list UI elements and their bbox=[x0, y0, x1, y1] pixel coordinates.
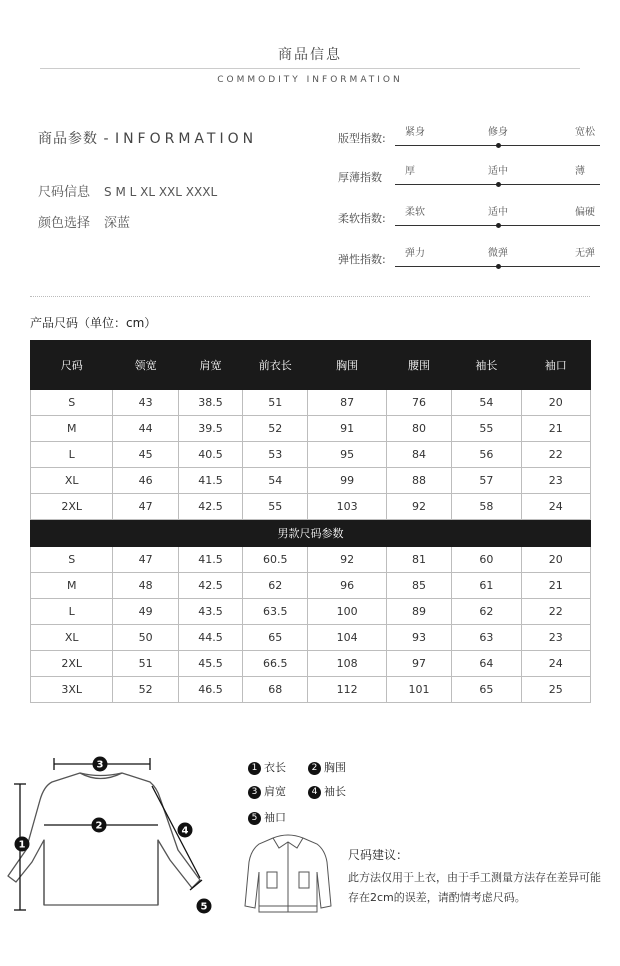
table-row bbox=[31, 547, 591, 573]
legend-number: 1 bbox=[248, 762, 261, 775]
size-info-label: 尺码信息 bbox=[38, 185, 91, 200]
table-cell: 56 bbox=[452, 442, 521, 468]
index-label: 厚薄指数 bbox=[338, 171, 382, 184]
table-cell: 41.5 bbox=[178, 468, 242, 494]
index-option: 修身 bbox=[488, 127, 508, 138]
index-label: 版型指数: bbox=[338, 132, 386, 145]
table-cell: 54 bbox=[243, 468, 308, 494]
table-cell: M bbox=[31, 573, 113, 599]
size-table-title: 产品尺码（单位：cm） bbox=[30, 316, 157, 330]
table-cell: 61 bbox=[452, 573, 521, 599]
diagram-marker-number: 2 bbox=[95, 820, 103, 832]
index-option: 宽松 bbox=[575, 127, 595, 138]
table-cell: L bbox=[31, 599, 113, 625]
table-cell: 65 bbox=[452, 677, 521, 703]
table-cell: 40.5 bbox=[178, 442, 242, 468]
index-label: 柔软指数: bbox=[338, 212, 386, 225]
table-header-cell: 领宽 bbox=[113, 341, 178, 390]
table-cell: 96 bbox=[308, 573, 386, 599]
size-info-value: S M L XL XXL XXXL bbox=[104, 185, 218, 199]
table-cell: M bbox=[31, 416, 113, 442]
table-cell: 64 bbox=[452, 651, 521, 677]
table-cell: 108 bbox=[308, 651, 386, 677]
size-advice-title: 尺码建议： bbox=[348, 848, 409, 862]
table-cell: 52 bbox=[113, 677, 178, 703]
table-row bbox=[31, 573, 591, 599]
legend-number: 3 bbox=[248, 786, 261, 799]
table-row bbox=[31, 625, 591, 651]
table-cell: 52 bbox=[243, 416, 308, 442]
table-row bbox=[31, 599, 591, 625]
info-heading bbox=[38, 128, 257, 148]
diagram-marker bbox=[15, 837, 30, 852]
table-cell: 60 bbox=[452, 547, 521, 573]
table-cell: 44 bbox=[113, 416, 178, 442]
diagram-marker-number: 3 bbox=[96, 759, 104, 771]
table-cell: 3XL bbox=[31, 677, 113, 703]
legend-item bbox=[248, 809, 286, 825]
index-option: 薄 bbox=[575, 166, 585, 177]
table-row bbox=[31, 651, 591, 677]
header-divider bbox=[40, 68, 580, 69]
info-heading-en: INFORMATION bbox=[114, 131, 258, 147]
table-cell: 99 bbox=[308, 468, 386, 494]
index-option: 偏硬 bbox=[575, 207, 595, 218]
table-cell: 21 bbox=[521, 573, 590, 599]
table-header-cell: 袖长 bbox=[452, 341, 521, 390]
table-row bbox=[31, 442, 591, 468]
index-option: 微弹 bbox=[488, 248, 508, 259]
table-cell: L bbox=[31, 442, 113, 468]
table-cell: 20 bbox=[521, 390, 590, 416]
index-option: 适中 bbox=[488, 207, 508, 218]
diagram-marker bbox=[93, 757, 108, 772]
table-cell: 42.5 bbox=[178, 573, 242, 599]
table-cell: 47 bbox=[113, 494, 178, 520]
table-cell: 103 bbox=[308, 494, 386, 520]
table-cell: 63.5 bbox=[243, 599, 308, 625]
index-option: 弹力 bbox=[405, 248, 425, 259]
index-marker bbox=[496, 264, 501, 269]
legend-text: 肩宽 bbox=[264, 785, 286, 798]
table-cell: S bbox=[31, 390, 113, 416]
diagram-marker bbox=[92, 818, 107, 833]
page-title: 商品信息 bbox=[278, 47, 342, 63]
table-cell: 97 bbox=[386, 651, 451, 677]
jacket-sketch bbox=[243, 832, 333, 914]
table-cell: 62 bbox=[243, 573, 308, 599]
table-cell: 38.5 bbox=[178, 390, 242, 416]
table-header-cell: 尺码 bbox=[31, 341, 113, 390]
table-row bbox=[31, 390, 591, 416]
table-cell: 46.5 bbox=[178, 677, 242, 703]
table-cell: 68 bbox=[243, 677, 308, 703]
table-cell: 43.5 bbox=[178, 599, 242, 625]
table-cell: 42.5 bbox=[178, 494, 242, 520]
table-cell: 25 bbox=[521, 677, 590, 703]
table-cell: 66.5 bbox=[243, 651, 308, 677]
table-cell: XL bbox=[31, 468, 113, 494]
table-cell: 93 bbox=[386, 625, 451, 651]
table-cell: 84 bbox=[386, 442, 451, 468]
index-option: 柔软 bbox=[405, 207, 425, 218]
table-header-cell: 腰围 bbox=[386, 341, 451, 390]
index-marker bbox=[496, 182, 501, 187]
table-cell: 76 bbox=[386, 390, 451, 416]
table-cell: 91 bbox=[308, 416, 386, 442]
index-option: 适中 bbox=[488, 166, 508, 177]
table-cell: 47 bbox=[113, 547, 178, 573]
table-cell: 43 bbox=[113, 390, 178, 416]
info-heading-cn: 商品参数 - bbox=[38, 131, 115, 147]
diagram-marker-number: 4 bbox=[181, 825, 189, 837]
table-cell: 57 bbox=[452, 468, 521, 494]
table-cell: 54 bbox=[452, 390, 521, 416]
diagram-marker bbox=[197, 899, 212, 914]
table-header-cell: 袖口 bbox=[521, 341, 590, 390]
table-cell: 48 bbox=[113, 573, 178, 599]
table-cell: 51 bbox=[113, 651, 178, 677]
table-cell: 23 bbox=[521, 468, 590, 494]
legend-text: 袖口 bbox=[264, 811, 286, 824]
table-cell: 88 bbox=[386, 468, 451, 494]
table-cell: 41.5 bbox=[178, 547, 242, 573]
table-cell: 104 bbox=[308, 625, 386, 651]
table-cell: 58 bbox=[452, 494, 521, 520]
legend-number: 5 bbox=[248, 812, 261, 825]
legend-number: 2 bbox=[308, 762, 321, 775]
legend-item bbox=[308, 783, 346, 799]
table-cell: 55 bbox=[452, 416, 521, 442]
table-row bbox=[31, 468, 591, 494]
table-cell: 21 bbox=[521, 416, 590, 442]
index-option: 紧身 bbox=[405, 127, 425, 138]
table-cell: S bbox=[31, 547, 113, 573]
legend-item bbox=[248, 783, 286, 799]
table-cell: 53 bbox=[243, 442, 308, 468]
index-option: 厚 bbox=[405, 166, 415, 177]
size-table bbox=[30, 340, 591, 703]
table-cell: 65 bbox=[243, 625, 308, 651]
legend-text: 胸围 bbox=[324, 761, 346, 774]
legend-text: 衣长 bbox=[264, 761, 286, 774]
table-header-row bbox=[31, 341, 591, 390]
table-cell: 20 bbox=[521, 547, 590, 573]
table-section-row bbox=[31, 520, 591, 547]
diagram-marker bbox=[178, 823, 193, 838]
table-cell: 50 bbox=[113, 625, 178, 651]
diagram-marker-number: 1 bbox=[18, 839, 26, 851]
table-cell: XL bbox=[31, 625, 113, 651]
table-cell: 24 bbox=[521, 494, 590, 520]
table-cell: 39.5 bbox=[178, 416, 242, 442]
legend-number: 4 bbox=[308, 786, 321, 799]
index-option: 无弹 bbox=[575, 248, 595, 259]
table-cell: 2XL bbox=[31, 494, 113, 520]
table-row bbox=[31, 416, 591, 442]
table-row bbox=[31, 494, 591, 520]
table-cell: 85 bbox=[386, 573, 451, 599]
table-header-cell: 前衣长 bbox=[243, 341, 308, 390]
table-cell: 49 bbox=[113, 599, 178, 625]
table-cell: 92 bbox=[308, 547, 386, 573]
color-label: 颜色选择 bbox=[38, 216, 91, 231]
table-cell: 44.5 bbox=[178, 625, 242, 651]
diagram-marker-number: 5 bbox=[200, 901, 208, 913]
table-section-label: 男款尺码参数 bbox=[31, 520, 591, 547]
size-advice-text: 此方法仅用于上衣，由于手工测量方法存在差异可能存在2cm的误差，请酌情考虑尺码。 bbox=[348, 871, 601, 904]
table-header-cell: 肩宽 bbox=[178, 341, 242, 390]
table-cell: 45.5 bbox=[178, 651, 242, 677]
table-cell: 62 bbox=[452, 599, 521, 625]
table-header-cell: 胸围 bbox=[308, 341, 386, 390]
table-cell: 60.5 bbox=[243, 547, 308, 573]
index-marker bbox=[496, 223, 501, 228]
table-cell: 112 bbox=[308, 677, 386, 703]
table-cell: 23 bbox=[521, 625, 590, 651]
table-cell: 87 bbox=[308, 390, 386, 416]
table-cell: 80 bbox=[386, 416, 451, 442]
table-cell: 100 bbox=[308, 599, 386, 625]
table-cell: 45 bbox=[113, 442, 178, 468]
page-subtitle: COMMODITY INFORMATION bbox=[217, 75, 403, 85]
table-cell: 22 bbox=[521, 599, 590, 625]
table-cell: 89 bbox=[386, 599, 451, 625]
table-cell: 101 bbox=[386, 677, 451, 703]
color-value: 深蓝 bbox=[104, 216, 131, 231]
size-info-row bbox=[38, 181, 217, 200]
section-divider bbox=[30, 296, 590, 297]
table-cell: 22 bbox=[521, 442, 590, 468]
index-label: 弹性指数: bbox=[338, 253, 386, 266]
table-row bbox=[31, 677, 591, 703]
color-row bbox=[38, 212, 130, 231]
legend-item bbox=[308, 759, 346, 775]
table-cell: 95 bbox=[308, 442, 386, 468]
table-cell: 46 bbox=[113, 468, 178, 494]
table-cell: 92 bbox=[386, 494, 451, 520]
table-cell: 81 bbox=[386, 547, 451, 573]
table-cell: 55 bbox=[243, 494, 308, 520]
legend-text: 袖长 bbox=[324, 785, 346, 798]
table-cell: 24 bbox=[521, 651, 590, 677]
table-cell: 51 bbox=[243, 390, 308, 416]
garment-diagram bbox=[0, 740, 230, 930]
table-cell: 2XL bbox=[31, 651, 113, 677]
legend-item bbox=[248, 759, 286, 775]
table-cell: 63 bbox=[452, 625, 521, 651]
index-marker bbox=[496, 143, 501, 148]
